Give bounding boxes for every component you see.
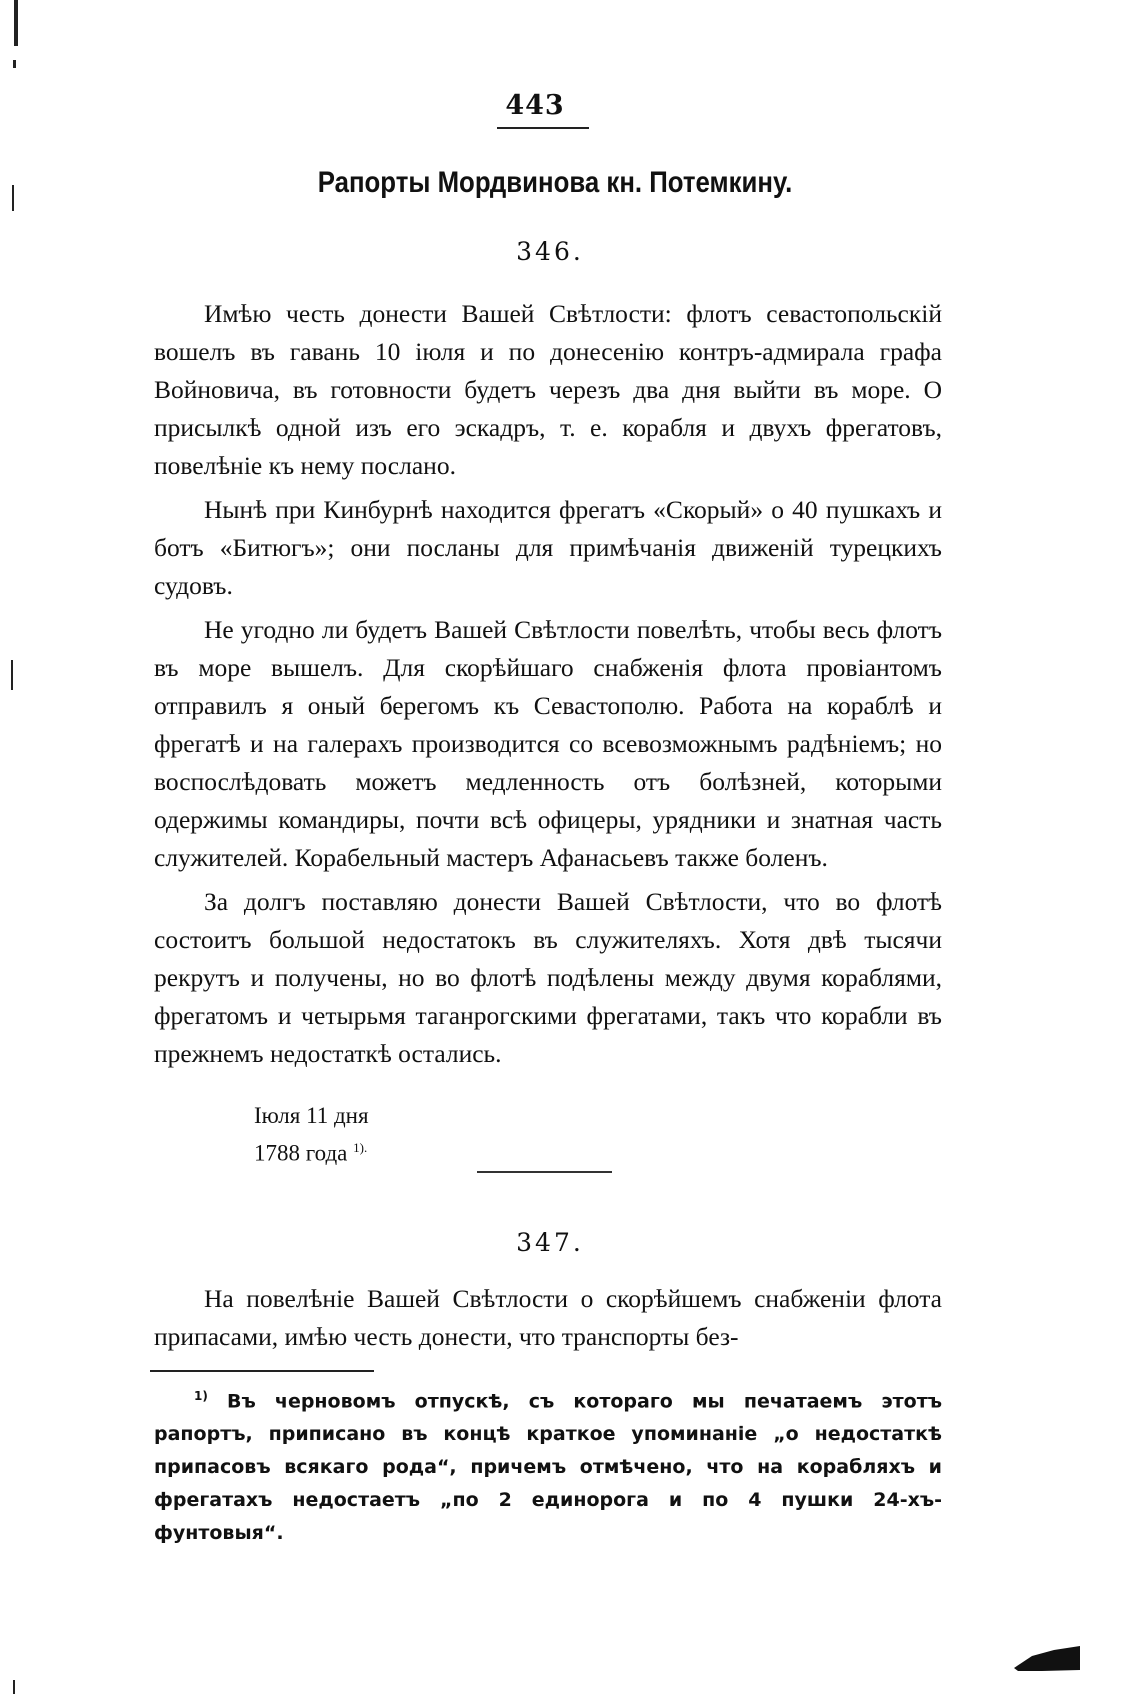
ink-blot-mark [1012,1644,1082,1672]
scan-edge-mark [13,60,16,68]
footnote-mark: 1) [194,1389,208,1403]
section-divider [477,1171,612,1173]
date-line: Іюля 11 дня [254,1103,369,1128]
report-347-paragraph-1: На повелѣніе Вашей Свѣтлости о скорѣйшемъ снабженіи флота припасами, имѣю честь донести, что транспорты без- [154,1284,942,1351]
scan-edge-mark [13,1680,15,1694]
page-number-underline [497,127,589,129]
report-346-paragraph-1: Имѣю честь донести Вашей Свѣтлости: флотъ севастопольскій вошелъ въ гавань 10 іюля и по донесенію контръ-адмирала графа Войновича, въ готовности будетъ черезъ два дня выйти въ море. О присылкѣ одной изъ его эскадръ, т. е. корабля и двухъ фрегатовъ, повелѣніе къ нему послано. [154,299,942,480]
page-title: Рапорты Мордвинова кн. Потемкину. [317,166,793,199]
footnote-divider [150,1370,374,1372]
scan-edge-mark [14,0,18,46]
page-number: 443 [505,90,565,121]
year-line [254,1132,369,1170]
report-346-paragraph-2: Нынѣ при Кинбурнѣ находится фрегатъ «Скорый» о 40 пушкахъ и ботъ «Битюгъ»; они посланы для примѣчанія движеній турецкихъ судовъ. [154,495,942,600]
report-number-346: 346. [516,237,584,266]
scan-edge-mark [12,185,14,211]
report-346-paragraph-3: Не угодно ли будетъ Вашей Свѣтлости повелѣть, чтобы весь флотъ въ море вышелъ. Для скорѣйшаго снабженія флота провіантомъ отправилъ я оный берегомъ къ Севастополю. Работа на кораблѣ и фрегатѣ и на галерахъ производится со всевозможнымъ радѣніемъ; но воспослѣдовать можетъ медленность отъ болѣзней, которыми одержимы командиры, почти всѣ офицеры, урядники и знатная часть служителей. Корабельный мастеръ Афанасьевъ также боленъ. [154,615,942,872]
report-346-body [154,295,942,1073]
footnote-text: Въ черновомъ отпускѣ, съ котораго мы печатаемъ этотъ рапортъ, приписано въ концѣ краткое упоминаніе „о недостаткѣ припасовъ всякаго рода“, причемъ отмѣчено, что на корабляхъ и фрегатахъ недостаетъ „по 2 единорога и по 4 пушки 24-хъ-фунтовыя“. [154,1390,942,1545]
report-346-paragraph-4: За долгъ поставляю донести Вашей Свѣтлости, что во флотѣ состоитъ большой недостатокъ въ служителяхъ. Хотя двѣ тысячи рекрутъ и получены, но во флотѣ подѣлены между двумя кораблями, фрегатомъ и четырьмя таганрогскими фрегатами, такъ что корабли въ прежнемъ недостаткѣ остались. [154,887,942,1068]
scan-edge-mark [11,660,13,690]
year-text: 1788 года [254,1140,348,1166]
report-346-date [254,1100,369,1170]
footnote-reference: 1). [353,1140,368,1155]
report-number-347: 347. [516,1228,584,1257]
report-347-body [154,1280,942,1356]
footnote-paragraph [154,1380,942,1550]
footnote [154,1380,942,1550]
